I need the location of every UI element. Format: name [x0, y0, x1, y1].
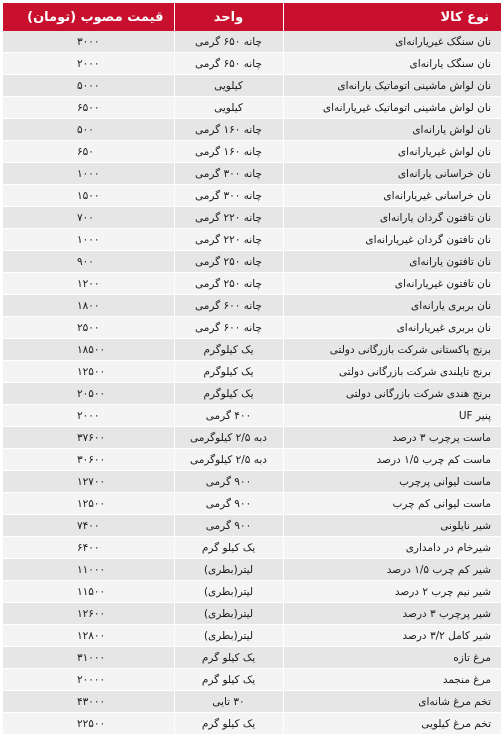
row-price: ۱۲۶۰۰ — [3, 603, 174, 625]
row-price: ۱۵۰۰ — [3, 185, 174, 207]
row-item-name: پنیر UF — [283, 405, 501, 427]
row-item-name: نان تافتون غیریارانه‌ای — [283, 273, 501, 295]
row-unit: لیتر(بطری) — [174, 581, 283, 603]
row-unit: چانه ۱۶۰ گرمی — [174, 141, 283, 163]
table-row — [3, 625, 501, 647]
row-price: ۷۰۰ — [3, 207, 174, 229]
row-unit: ۹۰۰ گرمی — [174, 515, 283, 537]
row-unit: چانه ۳۰۰ گرمی — [174, 163, 283, 185]
row-item-name: تخم مرغ کیلویی — [283, 713, 501, 735]
row-unit: یک کیلو گرم — [174, 537, 283, 559]
table-row — [3, 97, 501, 119]
row-item-name: نان سنگک غیریارانه‌ای — [283, 31, 501, 53]
row-unit: کیلویی — [174, 97, 283, 119]
row-item-name: ماست کم چرب ۱/۵ درصد — [283, 449, 501, 471]
table-row — [3, 493, 501, 515]
row-unit: دبه ۲/۵ کیلوگرمی — [174, 427, 283, 449]
row-unit: ۳۰ تایی — [174, 691, 283, 713]
table-row — [3, 449, 501, 471]
row-item-name: نان بربری یارانه‌ای — [283, 295, 501, 317]
row-unit: یک کیلوگرم — [174, 361, 283, 383]
header-item: نوع کالا — [283, 3, 501, 31]
row-item-name: نان تافتون گردان غیریارانه‌ای — [283, 229, 501, 251]
table-row — [3, 295, 501, 317]
row-price: ۱۲۰۰ — [3, 273, 174, 295]
row-price: ۲۰۰۰ — [3, 53, 174, 75]
row-price: ۲۰۵۰۰ — [3, 383, 174, 405]
row-item-name: ماست پرچرب ۳ درصد — [283, 427, 501, 449]
row-item-name: شیر کم چرب ۱/۵ درصد — [283, 559, 501, 581]
row-item-name: ماست لیوانی کم چرب — [283, 493, 501, 515]
table-row — [3, 647, 501, 669]
row-price: ۱۰۰۰ — [3, 229, 174, 251]
row-item-name: شیر کامل ۳/۲ درصد — [283, 625, 501, 647]
row-item-name: ماست لیوانی پرچرب — [283, 471, 501, 493]
table-row — [3, 603, 501, 625]
table-row — [3, 31, 501, 53]
row-item-name: نان سنگک یارانه‌ای — [283, 53, 501, 75]
row-item-name: شیر پرچرب ۳ درصد — [283, 603, 501, 625]
row-price: ۶۴۰۰ — [3, 537, 174, 559]
row-unit: چانه ۶۰۰ گرمی — [174, 317, 283, 339]
row-unit: کیلویی — [174, 75, 283, 97]
table-row — [3, 317, 501, 339]
row-price: ۱۲۷۰۰ — [3, 471, 174, 493]
table-row — [3, 141, 501, 163]
row-unit: یک کیلو گرم — [174, 669, 283, 691]
price-table — [3, 3, 501, 735]
row-unit: چانه ۲۲۰ گرمی — [174, 229, 283, 251]
table-row — [3, 119, 501, 141]
table-row — [3, 471, 501, 493]
row-price: ۱۱۵۰۰ — [3, 581, 174, 603]
table-row — [3, 515, 501, 537]
row-item-name: نان لواش ماشینی اتوماتیک یارانه‌ای — [283, 75, 501, 97]
table-row — [3, 691, 501, 713]
row-price: ۱۲۵۰۰ — [3, 361, 174, 383]
row-price: ۱۱۰۰۰ — [3, 559, 174, 581]
row-item-name: شیر نایلونی — [283, 515, 501, 537]
table-row — [3, 185, 501, 207]
row-item-name: نان تافتون گردان یارانه‌ای — [283, 207, 501, 229]
row-price: ۱۲۵۰۰ — [3, 493, 174, 515]
row-price: ۱۸۵۰۰ — [3, 339, 174, 361]
row-unit: چانه ۲۲۰ گرمی — [174, 207, 283, 229]
header-unit: واحد — [174, 3, 283, 31]
table-row — [3, 229, 501, 251]
row-unit: لیتر(بطری) — [174, 559, 283, 581]
row-unit: چانه ۶۰۰ گرمی — [174, 295, 283, 317]
row-price: ۲۰۰۰ — [3, 405, 174, 427]
row-item-name: مرغ منجمد — [283, 669, 501, 691]
row-unit: یک کیلو گرم — [174, 713, 283, 735]
row-price: ۳۰۶۰۰ — [3, 449, 174, 471]
row-item-name: تخم مرغ شانه‌ای — [283, 691, 501, 713]
row-item-name: برنج پاکستانی شرکت بازرگانی دولتی — [283, 339, 501, 361]
row-item-name: برنج هندی شرکت بازرگانی دولتی — [283, 383, 501, 405]
row-price: ۶۵۰ — [3, 141, 174, 163]
header-price: قیمت مصوب (تومان) — [3, 3, 174, 31]
row-price: ۲۰۰۰۰ — [3, 669, 174, 691]
table-row — [3, 405, 501, 427]
table-row — [3, 361, 501, 383]
row-item-name: نان لواش غیریارانه‌ای — [283, 141, 501, 163]
table-header-row — [3, 3, 501, 31]
table-row — [3, 75, 501, 97]
row-unit: چانه ۲۵۰ گرمی — [174, 251, 283, 273]
row-unit: یک کیلوگرم — [174, 339, 283, 361]
row-price: ۴۳۰۰۰ — [3, 691, 174, 713]
table-row — [3, 559, 501, 581]
row-unit: ۹۰۰ گرمی — [174, 471, 283, 493]
row-item-name: برنج تایلندی شرکت بازرگانی دولتی — [283, 361, 501, 383]
row-price: ۳۱۰۰۰ — [3, 647, 174, 669]
row-price: ۲۵۰۰ — [3, 317, 174, 339]
row-price: ۷۴۰۰ — [3, 515, 174, 537]
row-price: ۲۲۵۰۰ — [3, 713, 174, 735]
table-row — [3, 669, 501, 691]
row-unit: لیتر(بطری) — [174, 625, 283, 647]
table-body — [3, 31, 501, 735]
table-row — [3, 163, 501, 185]
row-price: ۳۰۰۰ — [3, 31, 174, 53]
row-unit: چانه ۲۵۰ گرمی — [174, 273, 283, 295]
row-unit: یک کیلو گرم — [174, 647, 283, 669]
table-row — [3, 383, 501, 405]
row-item-name: نان خراسانی یارانه‌ای — [283, 163, 501, 185]
row-unit: لیتر(بطری) — [174, 603, 283, 625]
row-price: ۱۸۰۰ — [3, 295, 174, 317]
row-item-name: مرغ تازه — [283, 647, 501, 669]
row-item-name: نان تافتون یارانه‌ای — [283, 251, 501, 273]
table-row — [3, 537, 501, 559]
row-unit: ۴۰۰ گرمی — [174, 405, 283, 427]
row-price: ۱۲۸۰۰ — [3, 625, 174, 647]
row-item-name: نان لواش ماشینی اتوماتیک غیریارانه‌ای — [283, 97, 501, 119]
table-row — [3, 713, 501, 735]
row-item-name: نان بربری غیریارانه‌ای — [283, 317, 501, 339]
row-item-name: نان لواش یارانه‌ای — [283, 119, 501, 141]
table-row — [3, 251, 501, 273]
row-price: ۳۷۶۰۰ — [3, 427, 174, 449]
row-unit: یک کیلوگرم — [174, 383, 283, 405]
table-row — [3, 207, 501, 229]
row-unit: چانه ۳۰۰ گرمی — [174, 185, 283, 207]
row-item-name: شیر نیم چرب ۲ درصد — [283, 581, 501, 603]
row-item-name: شیرخام در دامداری — [283, 537, 501, 559]
row-price: ۱۰۰۰ — [3, 163, 174, 185]
table-row — [3, 581, 501, 603]
row-unit: ۹۰۰ گرمی — [174, 493, 283, 515]
row-price: ۵۰۰۰ — [3, 75, 174, 97]
table-row — [3, 53, 501, 75]
row-price: ۹۰۰ — [3, 251, 174, 273]
row-item-name: نان خراسانی غیریارانه‌ای — [283, 185, 501, 207]
row-unit: چانه ۶۵۰ گرمی — [174, 31, 283, 53]
row-unit: چانه ۱۶۰ گرمی — [174, 119, 283, 141]
row-unit: دبه ۲/۵ کیلوگرمی — [174, 449, 283, 471]
row-unit: چانه ۶۵۰ گرمی — [174, 53, 283, 75]
row-price: ۵۰۰ — [3, 119, 174, 141]
table-row — [3, 273, 501, 295]
table-row — [3, 339, 501, 361]
row-price: ۶۵۰۰ — [3, 97, 174, 119]
table-row — [3, 427, 501, 449]
